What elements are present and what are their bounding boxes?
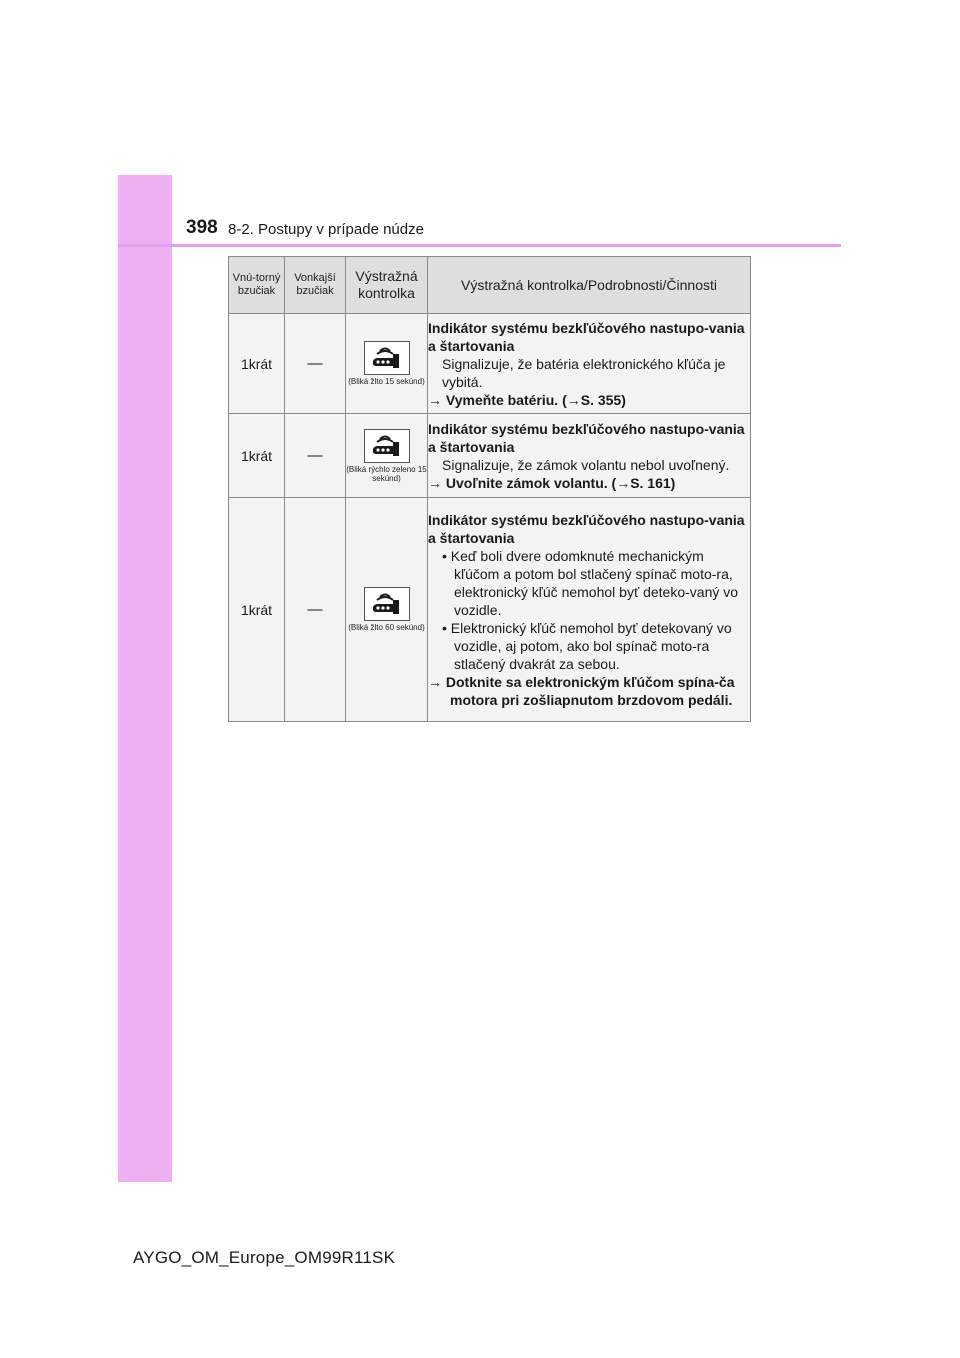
details-action: → Dotknite sa elektronickým kľúčom spína-ča motora pri zošliapnutom brzdovom pedáli. <box>428 673 735 708</box>
details-cell <box>428 414 751 498</box>
details-action: → Uvoľnite zámok volantu. (→S. 161) <box>428 474 676 491</box>
header-details: Výstražná kontrolka/Podrobnosti/Činnosti <box>428 257 751 314</box>
details-bullet: • Elektronický kľúč nemohol byť detekovaný vo vozidle, aj potom, ako bol spínač moto-ra stlačený dvakrát za sebou. <box>442 619 732 672</box>
header-internal-buzzer: Vnú-torný bzučiak <box>229 257 285 314</box>
document-id: AYGO_OM_Europe_OM99R11SK <box>133 1248 396 1267</box>
table-row <box>229 314 751 414</box>
header-external-buzzer: Vonkajší bzučiak <box>285 257 346 314</box>
details-bullet: • Keď boli dvere odomknuté mechanickým kľúčom a potom bol stlačený spínač moto-ra, elektronický kľúč nemohol byť deteko-vaný vo vozidle. <box>442 547 739 618</box>
details-title: Indikátor systému bezkľúčového nastupo-vania a štartovania <box>428 319 745 354</box>
section-tab-sidebar <box>118 175 172 1182</box>
details-title: Indikátor systému bezkľúčového nastupo-vania a štartovania <box>428 511 745 546</box>
external-buzzer-value: — <box>285 414 346 498</box>
page-number: 398 <box>186 217 218 238</box>
warning-light-cell <box>346 314 428 414</box>
table-header-row <box>229 257 751 314</box>
table-row <box>229 414 751 498</box>
smart-key-indicator-icon <box>364 587 410 621</box>
internal-buzzer-count: 1krát <box>229 314 285 414</box>
details-cell <box>428 498 751 722</box>
lamp-note: (Bliká žlto 15 sekúnd) <box>348 377 425 386</box>
external-buzzer-value: — <box>285 498 346 722</box>
warning-light-cell <box>346 498 428 722</box>
details-cell <box>428 314 751 414</box>
table-row <box>229 498 751 722</box>
details-title: Indikátor systému bezkľúčového nastupo-vania a štartovania <box>428 420 745 455</box>
details-text: Signalizuje, že zámok volantu nebol uvoľnený. <box>442 456 730 473</box>
internal-buzzer-count: 1krát <box>229 414 285 498</box>
lamp-note: (Bliká žlto 60 sekúnd) <box>348 623 425 632</box>
smart-key-indicator-icon <box>364 341 410 375</box>
warning-table <box>228 256 751 722</box>
section-title: 8-2. Postupy v prípade núdze <box>228 221 424 238</box>
header-warning-light: Výstražná kontrolka <box>346 257 428 314</box>
details-text: Signalizuje, že batéria elektronického kľúča je vybitá. <box>442 355 726 390</box>
external-buzzer-value: — <box>285 314 346 414</box>
header-divider <box>118 244 841 247</box>
smart-key-indicator-icon <box>364 429 410 463</box>
lamp-note: (Bliká rýchlo zeleno 15 sekúnd) <box>346 464 427 483</box>
warning-light-cell <box>346 414 428 498</box>
internal-buzzer-count: 1krát <box>229 498 285 722</box>
details-action: → Vymeňte batériu. (→S. 355) <box>428 391 626 408</box>
